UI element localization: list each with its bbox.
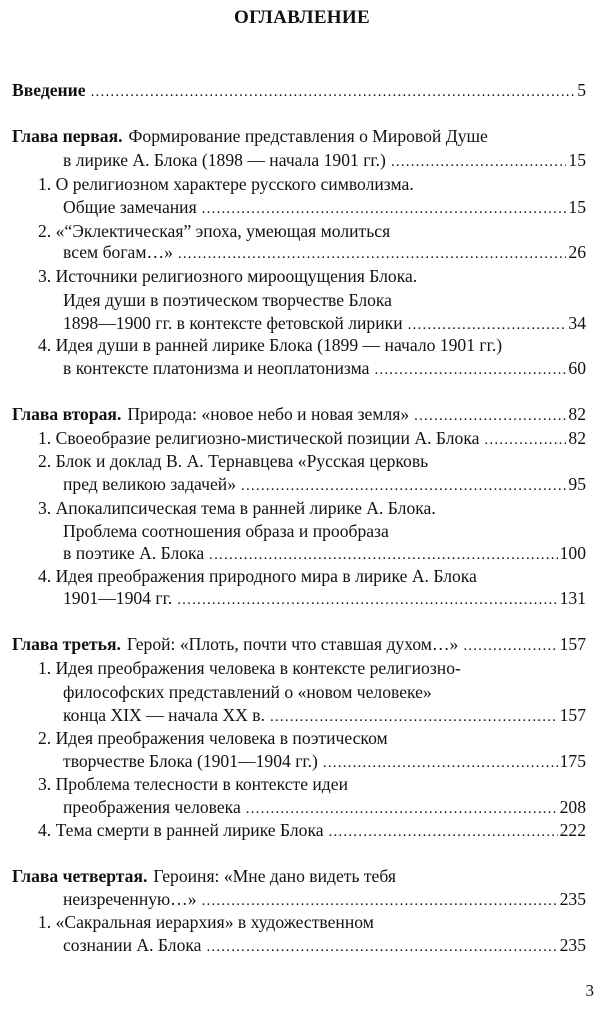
- chapter-title-line: Формирование представления о Мировой Душе: [128, 126, 488, 146]
- chapter-label: Глава вторая.: [12, 404, 122, 424]
- toc-section-3-1-cont2[interactable]: [63, 703, 586, 727]
- toc-section-3-3-cont[interactable]: [63, 795, 586, 819]
- toc-section-2-3-cont[interactable]: [63, 519, 586, 543]
- toc-section-2-4-cont[interactable]: [63, 586, 586, 610]
- toc-chapter-4-cont[interactable]: [63, 887, 586, 911]
- leader-dots: [329, 820, 558, 844]
- page-ref: 175: [559, 751, 586, 771]
- page-ref: 131: [559, 588, 586, 608]
- leader-dots: [391, 150, 566, 174]
- toc-section-3-1-cont[interactable]: [63, 680, 586, 704]
- section-title-line: преображения человека: [63, 797, 241, 817]
- toc-section-4-1[interactable]: [38, 910, 586, 934]
- page-ref: 60: [568, 358, 586, 378]
- leader-dots: [463, 634, 557, 658]
- toc-section-3-2[interactable]: [38, 726, 586, 750]
- toc-chapter-2-title[interactable]: [12, 402, 586, 426]
- toc-section-1-2-cont[interactable]: [63, 240, 586, 264]
- toc-chapter-1-title[interactable]: [12, 124, 586, 148]
- section-title-line: 3. Источники религиозного мироощущения Блока.: [38, 266, 418, 286]
- toc-section-1-4[interactable]: [38, 333, 586, 357]
- toc-chapter-1-cont[interactable]: [63, 148, 586, 172]
- toc-chapter-3-title[interactable]: [12, 632, 586, 656]
- toc-section-3-2-cont[interactable]: [63, 749, 586, 773]
- section-title-line: Проблема соотношения образа и прообраза: [63, 521, 389, 541]
- section-title-line: 3. Проблема телесности в контексте идеи: [38, 774, 348, 794]
- toc-section-2-1[interactable]: [38, 426, 586, 450]
- intro-label: Введение: [12, 80, 86, 100]
- chapter-label: Глава третья.: [12, 634, 121, 654]
- section-title-line: 1. О религиозном характере русского символизма.: [38, 174, 414, 194]
- toc-entry-intro[interactable]: [12, 78, 586, 102]
- toc-chapter-4-title[interactable]: [12, 864, 586, 888]
- section-title-line: всем богам…»: [63, 242, 173, 262]
- page-ref: 82: [568, 428, 586, 448]
- toc-section-3-4[interactable]: [38, 818, 586, 842]
- toc-section-3-1[interactable]: [38, 656, 586, 680]
- section-title-line: в поэтике А. Блока: [63, 543, 205, 563]
- section-title-line: 1. Своеобразие религиозно-мистической позиции А. Блока: [38, 428, 480, 448]
- page-ref: 5: [577, 80, 586, 100]
- toc-section-1-1-cont[interactable]: [63, 195, 586, 219]
- page-ref: 26: [568, 242, 586, 262]
- section-title-line: 3. Апокалипсическая тема в ранней лирике А. Блока.: [38, 498, 436, 518]
- toc-section-2-3-cont2[interactable]: [63, 541, 586, 565]
- section-title-line: 4. Идея преображения природного мира в лирике А. Блока: [38, 566, 477, 586]
- chapter-title-line: Героиня: «Мне дано видеть тебя: [153, 866, 396, 886]
- section-title-line: 4. Тема смерти в ранней лирике Блока: [38, 820, 324, 840]
- page-ref: 157: [559, 705, 586, 725]
- leader-dots: [202, 197, 567, 221]
- section-title-line: пред великою задачей»: [63, 474, 237, 494]
- leader-dots: [91, 80, 576, 104]
- toc-section-4-1-cont[interactable]: [63, 933, 586, 957]
- toc-section-1-3-cont2[interactable]: [63, 311, 586, 335]
- section-title-line: Идея души в поэтическом творчестве Блока: [63, 290, 392, 310]
- chapter-title-line: Герой: «Плоть, почти что ставшая духом…»: [126, 634, 459, 654]
- section-title-line: 2. «“Эклектическая” эпоха, умеющая молиться: [38, 221, 391, 241]
- section-title-line: в контексте платонизма и неоплатонизма: [63, 358, 370, 378]
- chapter-title-line: Природа: «новое небо и новая земля»: [127, 404, 410, 424]
- section-title-line: Общие замечания: [63, 197, 197, 217]
- page-ref: 15: [568, 197, 586, 217]
- section-title-line: 1. Идея преображения человека в контексте религиозно-: [38, 658, 461, 678]
- leader-dots: [178, 242, 567, 266]
- page-ref: 222: [559, 820, 586, 840]
- leader-dots: [414, 404, 566, 428]
- toc-section-1-3-cont[interactable]: [63, 288, 586, 312]
- page-ref: 15: [568, 150, 586, 170]
- leader-dots: [241, 474, 566, 498]
- toc-title: ОГЛАВЛЕНИЕ: [234, 7, 370, 28]
- chapter-label: Глава четвертая.: [12, 866, 148, 886]
- section-title-line: 2. Идея преображения человека в поэтическом: [38, 728, 388, 748]
- section-title-line: философских представлений о «новом человеке»: [63, 682, 432, 702]
- page-ref: 100: [559, 543, 586, 563]
- section-title-line: 1. «Сакральная иерархия» в художественном: [38, 912, 374, 932]
- page-ref: 34: [568, 313, 586, 333]
- section-title-line: 4. Идея души в ранней лирике Блока (1899 — начало 1901 гг.): [38, 335, 503, 355]
- section-title-line: 2. Блок и доклад В. А. Тернавцева «Русская церковь: [38, 451, 429, 471]
- section-title-line: сознании А. Блока: [63, 935, 202, 955]
- section-title-line: конца XIX — начала XX в.: [63, 705, 265, 725]
- leader-dots: [374, 358, 566, 382]
- page-ref: 95: [568, 474, 586, 494]
- page-ref: 208: [559, 797, 586, 817]
- toc-section-1-1[interactable]: [38, 172, 586, 196]
- leader-dots: [206, 935, 557, 959]
- page-ref: 235: [559, 935, 586, 955]
- toc-section-2-2-cont[interactable]: [63, 472, 586, 496]
- toc-section-2-3[interactable]: [38, 496, 586, 520]
- chapter-title-line: в лирике А. Блока (1898 — начала 1901 гг.): [63, 150, 386, 170]
- page-number: 3: [585, 981, 594, 1000]
- chapter-title-line: неизреченную…»: [63, 889, 197, 909]
- page-ref: 82: [568, 404, 586, 424]
- toc-section-3-3[interactable]: [38, 772, 586, 796]
- section-title-line: 1898—1900 гг. в контексте фетовской лирики: [63, 313, 403, 333]
- page-ref: 157: [559, 634, 586, 654]
- toc-section-2-2[interactable]: [38, 449, 586, 473]
- page-ref: 235: [559, 889, 586, 909]
- section-title-line: 1901—1904 гг.: [63, 588, 173, 608]
- toc-section-1-4-cont[interactable]: [63, 356, 586, 380]
- toc-section-2-4[interactable]: [38, 564, 586, 588]
- section-title-line: творчестве Блока (1901—1904 гг.): [63, 751, 318, 771]
- toc-section-1-3[interactable]: [38, 264, 586, 288]
- leader-dots: [177, 588, 557, 612]
- chapter-label: Глава первая.: [12, 126, 123, 146]
